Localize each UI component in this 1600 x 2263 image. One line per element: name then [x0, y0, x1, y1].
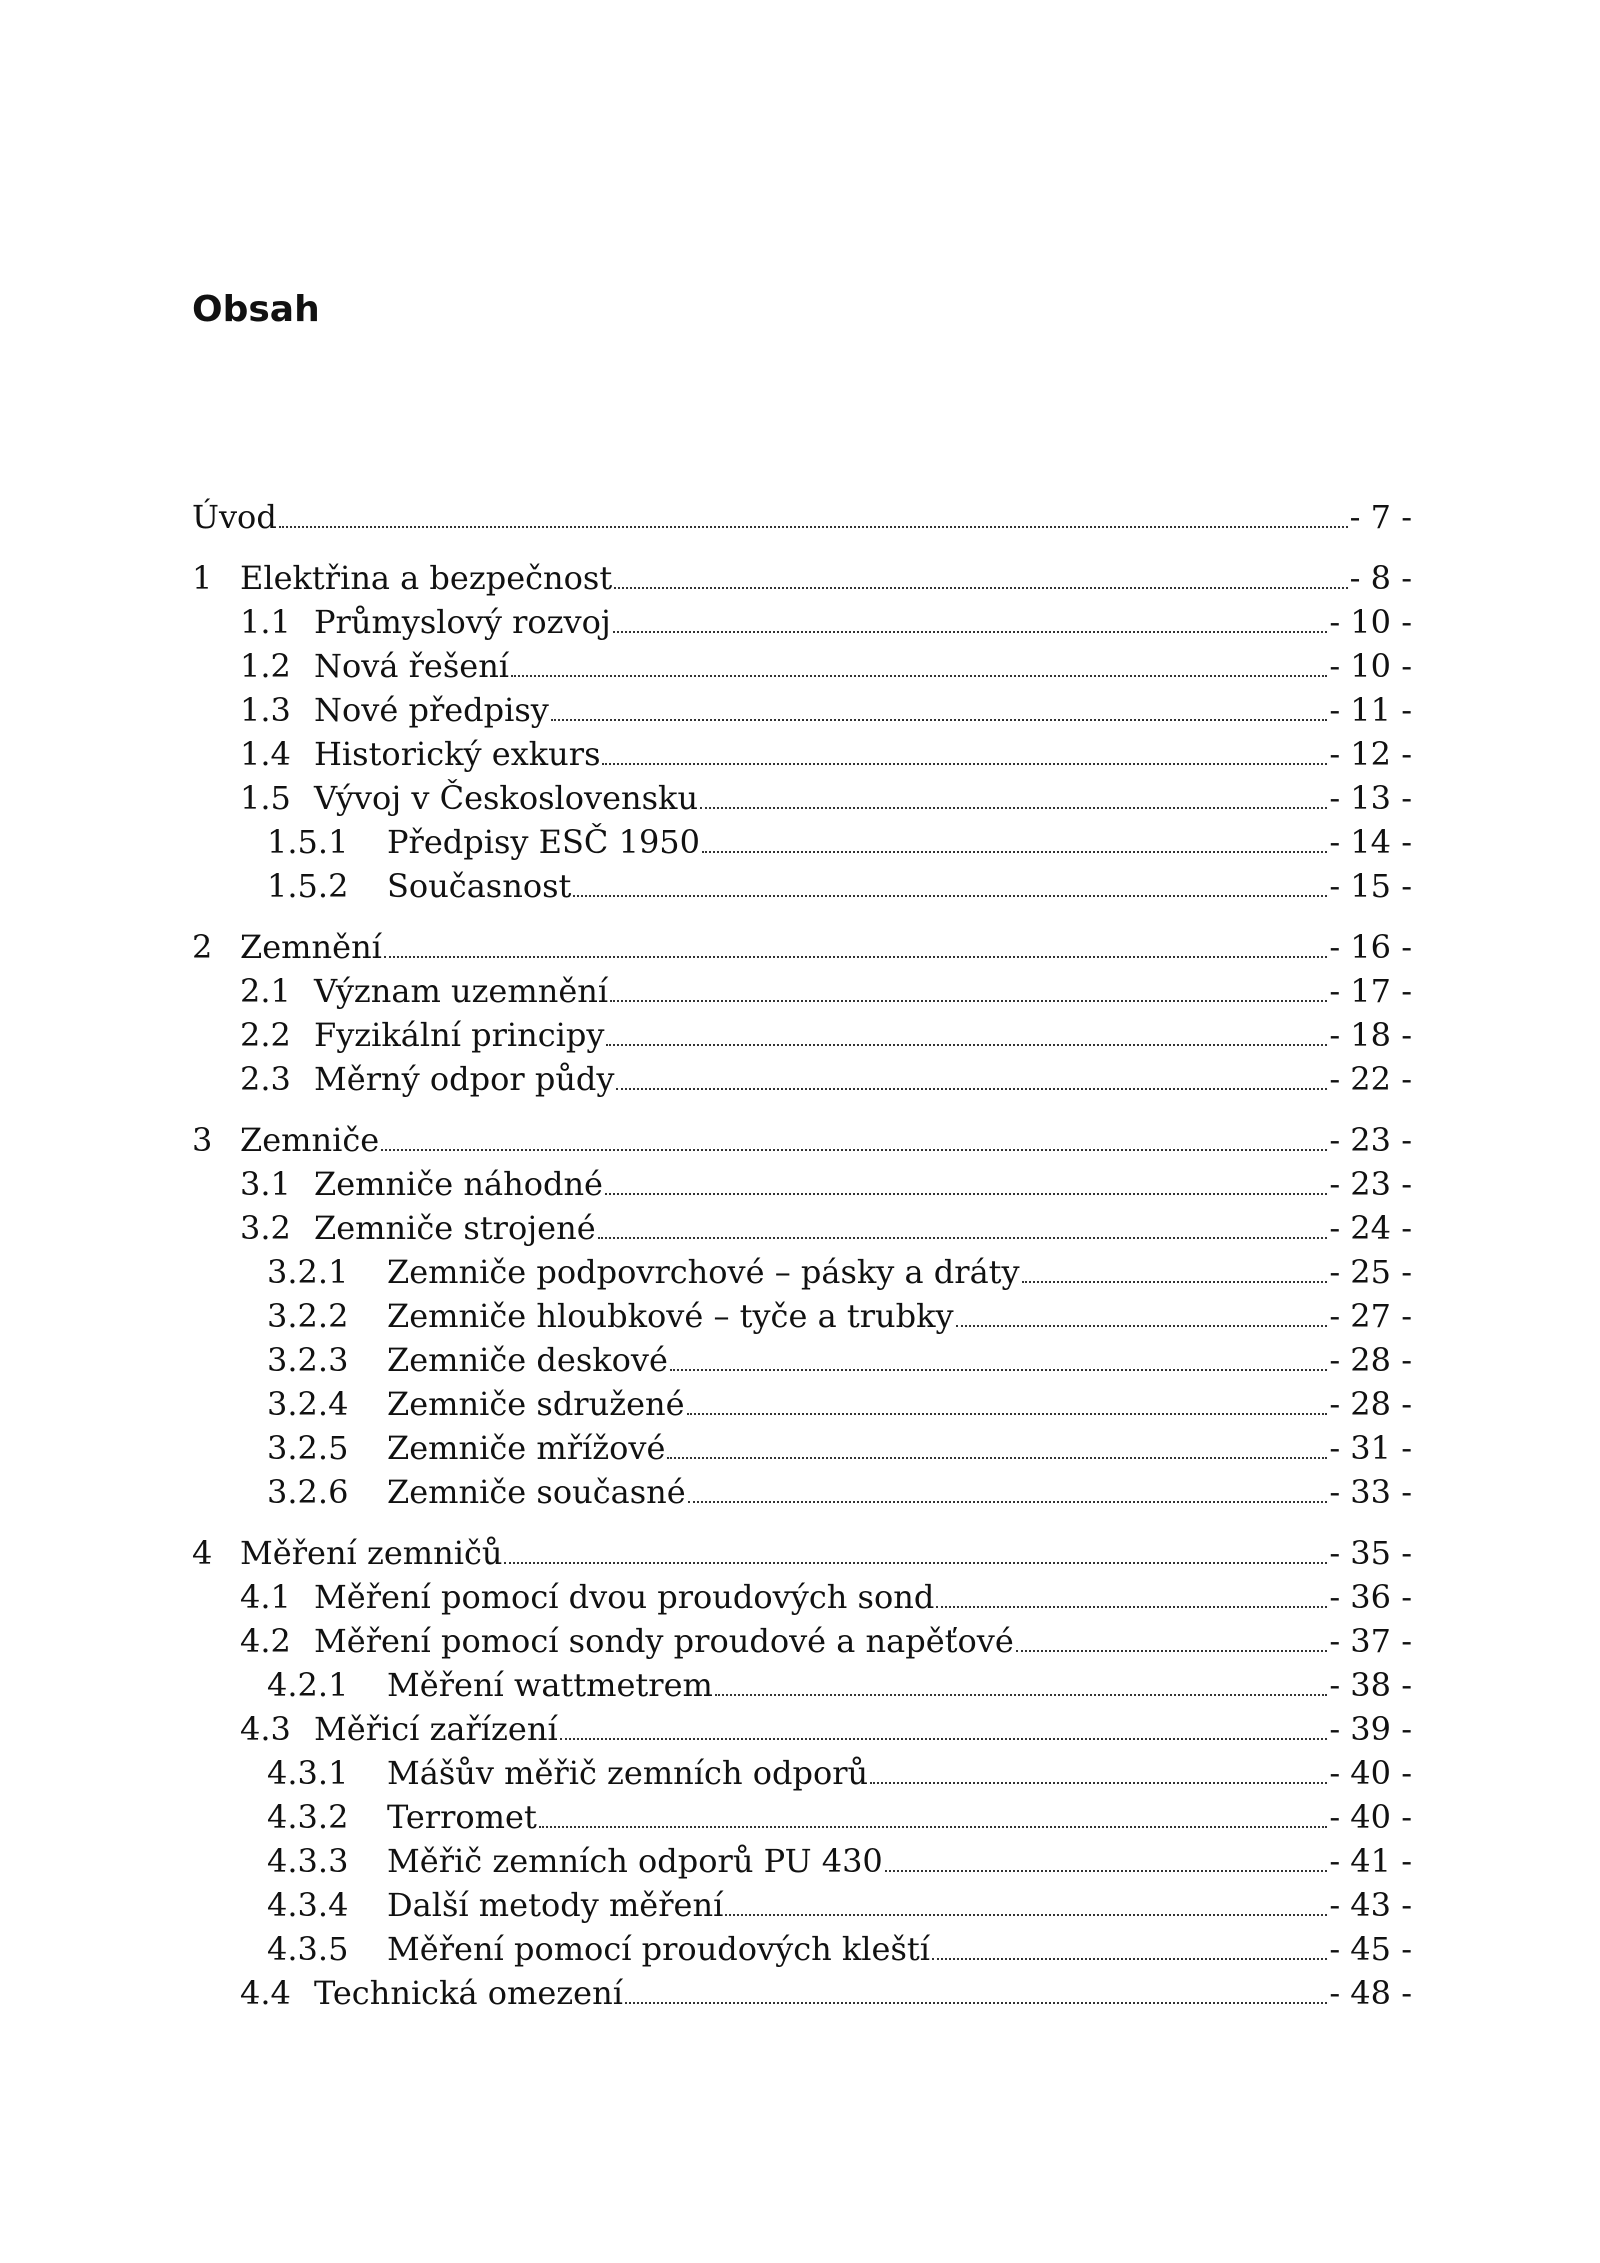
dot-leader: [1022, 1281, 1328, 1283]
toc-entry-title: Zemniče mřížové: [387, 1429, 666, 1467]
dot-leader: [602, 763, 1327, 765]
table-of-contents: [192, 498, 1412, 2018]
dot-leader: [610, 1000, 1327, 1002]
toc-entry-page: - 33 -: [1329, 1473, 1412, 1511]
toc-entry-title: Měrný odpor půdy: [314, 1060, 615, 1098]
toc-entry-number: 1.1: [240, 603, 291, 641]
toc-entry-title: Předpisy ESČ 1950: [387, 823, 701, 861]
toc-entry-page: - 25 -: [1329, 1253, 1412, 1291]
toc-entry-page: - 15 -: [1329, 867, 1412, 905]
toc-entry[interactable]: [192, 1974, 1412, 2018]
toc-entry-title: Zemniče sdružené: [387, 1385, 685, 1423]
toc-entry[interactable]: [192, 1060, 1412, 1104]
dot-leader: [687, 1413, 1328, 1415]
toc-entry-number: 1.3: [240, 691, 291, 729]
toc-entry-title: Zemniče podpovrchové – pásky a dráty: [387, 1253, 1020, 1291]
toc-entry[interactable]: [192, 1209, 1412, 1253]
toc-entry[interactable]: [192, 1798, 1412, 1842]
toc-entry[interactable]: [192, 1253, 1412, 1297]
toc-entry-title: Měření pomocí sondy proudové a napěťové: [314, 1622, 1014, 1660]
dot-leader: [606, 1044, 1327, 1046]
toc-entry-page: - 11 -: [1329, 691, 1412, 729]
toc-entry-title: Zemniče hloubkové – tyče a trubky: [387, 1297, 954, 1335]
toc-entry-number: 4.2.1: [267, 1666, 349, 1704]
toc-entry-number: 4.3.4: [267, 1886, 349, 1924]
toc-entry[interactable]: [192, 1930, 1412, 1974]
toc-entry[interactable]: [192, 1622, 1412, 1666]
dot-leader: [670, 1369, 1327, 1371]
toc-entry-title: Význam uzemnění: [314, 972, 609, 1010]
toc-entry-title: Zemniče náhodné: [314, 1165, 603, 1203]
toc-entry[interactable]: [192, 1886, 1412, 1930]
toc-entry-number: 4.3.1: [267, 1754, 349, 1792]
toc-entry-number: 2.1: [240, 972, 291, 1010]
toc-entry-title: Mášův měřič zemních odporů: [387, 1754, 869, 1792]
toc-entry-number: 3: [192, 1121, 213, 1159]
toc-entry-title: Měření wattmetrem: [387, 1666, 713, 1704]
toc-entry-page: - 23 -: [1329, 1121, 1412, 1159]
toc-entry-title: Měření pomocí dvou proudových sond: [314, 1578, 935, 1616]
dot-leader: [715, 1694, 1327, 1696]
toc-entry-page: - 13 -: [1329, 779, 1412, 817]
toc-entry-page: - 14 -: [1329, 823, 1412, 861]
dot-leader: [870, 1782, 1327, 1784]
toc-entry-page: - 38 -: [1329, 1666, 1412, 1704]
toc-entry-number: 4.3.3: [267, 1842, 349, 1880]
dot-leader: [613, 631, 1328, 633]
toc-entry-page: - 10 -: [1329, 647, 1412, 685]
toc-entry-page: - 17 -: [1329, 972, 1412, 1010]
toc-entry-number: 3.2.3: [267, 1341, 349, 1379]
dot-leader: [598, 1237, 1328, 1239]
toc-entry-title: Zemniče deskové: [387, 1341, 668, 1379]
toc-entry-page: - 41 -: [1329, 1842, 1412, 1880]
toc-entry[interactable]: [192, 779, 1412, 823]
toc-entry-number: 4.3.2: [267, 1798, 349, 1836]
dot-leader: [725, 1914, 1327, 1916]
dot-leader: [885, 1870, 1328, 1872]
toc-entry-number: 4.1: [240, 1578, 291, 1616]
toc-entry[interactable]: [192, 867, 1412, 911]
toc-entry-title: Současnost: [387, 867, 572, 905]
dot-leader: [936, 1606, 1327, 1608]
toc-entry-number: 1.5.1: [267, 823, 349, 861]
dot-leader: [1016, 1650, 1328, 1652]
dot-leader: [702, 851, 1327, 853]
toc-entry[interactable]: [192, 603, 1412, 647]
toc-entry-page: - 24 -: [1329, 1209, 1412, 1247]
dot-leader: [511, 675, 1327, 677]
toc-entry-page: - 31 -: [1329, 1429, 1412, 1467]
dot-leader: [688, 1501, 1328, 1503]
toc-entry-number: 1: [192, 559, 213, 597]
toc-entry-page: - 12 -: [1329, 735, 1412, 773]
toc-entry-number: 3.2.5: [267, 1429, 349, 1467]
toc-entry-number: 4: [192, 1534, 213, 1572]
toc-entry-page: - 35 -: [1329, 1534, 1412, 1572]
toc-entry-title: Další metody měření: [387, 1886, 724, 1924]
toc-entry-title: Historický exkurs: [314, 735, 601, 773]
toc-entry[interactable]: [192, 1165, 1412, 1209]
toc-entry-number: 2: [192, 928, 213, 966]
toc-entry-page: - 28 -: [1329, 1341, 1412, 1379]
toc-entry-number: 3.2.1: [267, 1253, 349, 1291]
toc-entry-page: - 40 -: [1329, 1798, 1412, 1836]
toc-entry-page: - 16 -: [1329, 928, 1412, 966]
toc-entry-page: - 27 -: [1329, 1297, 1412, 1335]
toc-entry[interactable]: [192, 1534, 1412, 1578]
toc-entry-number: 4.3.5: [267, 1930, 349, 1968]
toc-entry-title: Měřič zemních odporů PU 430: [387, 1842, 883, 1880]
toc-entry-title: Terromet: [387, 1798, 537, 1836]
toc-entry-title: Úvod: [192, 498, 277, 536]
toc-entry-title: Průmyslový rozvoj: [314, 603, 611, 641]
toc-entry-page: - 39 -: [1329, 1710, 1412, 1748]
toc-entry-number: 3.1: [240, 1165, 291, 1203]
toc-entry[interactable]: [192, 1385, 1412, 1429]
toc-entry[interactable]: [192, 1121, 1412, 1165]
toc-entry[interactable]: [192, 1297, 1412, 1341]
toc-entry[interactable]: [192, 1710, 1412, 1754]
toc-entry-title: Elektřina a bezpečnost: [240, 559, 613, 597]
toc-entry-title: Fyzikální principy: [314, 1016, 605, 1054]
dot-leader: [616, 1088, 1327, 1090]
toc-entry-page: - 23 -: [1329, 1165, 1412, 1203]
toc-entry-title: Zemniče: [240, 1121, 380, 1159]
toc-entry-number: 1.5: [240, 779, 291, 817]
dot-leader: [381, 1149, 1327, 1151]
toc-entry-number: 3.2: [240, 1209, 291, 1247]
toc-entry-page: - 40 -: [1329, 1754, 1412, 1792]
toc-entry-page: - 18 -: [1329, 1016, 1412, 1054]
dot-leader: [956, 1325, 1328, 1327]
toc-entry-number: 4.2: [240, 1622, 291, 1660]
dot-leader: [625, 2002, 1327, 2004]
toc-entry[interactable]: [192, 735, 1412, 779]
toc-entry-number: 1.5.2: [267, 867, 349, 905]
toc-entry[interactable]: [192, 1016, 1412, 1060]
toc-entry[interactable]: [192, 1666, 1412, 1710]
toc-entry[interactable]: [192, 1473, 1412, 1517]
toc-entry-title: Zemniče strojené: [314, 1209, 596, 1247]
dot-leader: [700, 807, 1327, 809]
toc-entry-number: 3.2.2: [267, 1297, 349, 1335]
toc-entry-page: - 8 -: [1349, 559, 1412, 597]
toc-entry[interactable]: [192, 823, 1412, 867]
toc-entry-page: - 28 -: [1329, 1385, 1412, 1423]
toc-entry-number: 3.2.4: [267, 1385, 349, 1423]
toc-entry-page: - 43 -: [1329, 1886, 1412, 1924]
toc-entry-page: - 10 -: [1329, 603, 1412, 641]
toc-entry-number: 3.2.6: [267, 1473, 349, 1511]
toc-entry[interactable]: [192, 1578, 1412, 1622]
toc-entry-page: - 37 -: [1329, 1622, 1412, 1660]
toc-entry-title: Měřicí zařízení: [314, 1710, 558, 1748]
toc-entry-title: Nová řešení: [314, 647, 510, 685]
toc-entry-number: 4.3: [240, 1710, 291, 1748]
toc-entry[interactable]: [192, 1754, 1412, 1798]
dot-leader: [504, 1562, 1327, 1564]
toc-entry-title: Zemnění: [240, 928, 382, 966]
dot-leader: [384, 956, 1327, 958]
toc-entry-number: 1.2: [240, 647, 291, 685]
toc-entry[interactable]: [192, 928, 1412, 972]
toc-entry[interactable]: [192, 1429, 1412, 1473]
dot-leader: [539, 1826, 1328, 1828]
toc-entry-page: - 36 -: [1329, 1578, 1412, 1616]
toc-entry[interactable]: [192, 559, 1412, 603]
dot-leader: [932, 1958, 1327, 1960]
toc-entry[interactable]: [192, 647, 1412, 691]
toc-entry[interactable]: [192, 498, 1412, 542]
dot-leader: [551, 719, 1327, 721]
page-title: Obsah: [192, 289, 320, 330]
dot-leader: [573, 895, 1327, 897]
dot-leader: [279, 526, 1348, 528]
dot-leader: [667, 1457, 1327, 1459]
toc-entry-number: 2.3: [240, 1060, 291, 1098]
toc-entry-title: Technická omezení: [314, 1974, 623, 2012]
toc-entry-page: - 7 -: [1349, 498, 1412, 536]
toc-entry[interactable]: [192, 691, 1412, 735]
toc-entry-number: 4.4: [240, 1974, 291, 2012]
dot-leader: [560, 1738, 1328, 1740]
toc-entry-title: Vývoj v Československu: [314, 779, 699, 817]
toc-entry-title: Měření pomocí proudových kleští: [387, 1930, 930, 1968]
toc-entry-title: Zemniče současné: [387, 1473, 686, 1511]
toc-entry-page: - 48 -: [1329, 1974, 1412, 2012]
toc-entry[interactable]: [192, 1341, 1412, 1385]
toc-entry-page: - 22 -: [1329, 1060, 1412, 1098]
dot-leader: [605, 1193, 1327, 1195]
toc-entry-number: 2.2: [240, 1016, 291, 1054]
dot-leader: [614, 587, 1347, 589]
toc-entry-page: - 45 -: [1329, 1930, 1412, 1968]
toc-entry-title: Měření zemničů: [240, 1534, 503, 1572]
toc-entry-title: Nové předpisy: [314, 691, 549, 729]
toc-entry[interactable]: [192, 1842, 1412, 1886]
toc-entry-number: 1.4: [240, 735, 291, 773]
toc-entry[interactable]: [192, 972, 1412, 1016]
